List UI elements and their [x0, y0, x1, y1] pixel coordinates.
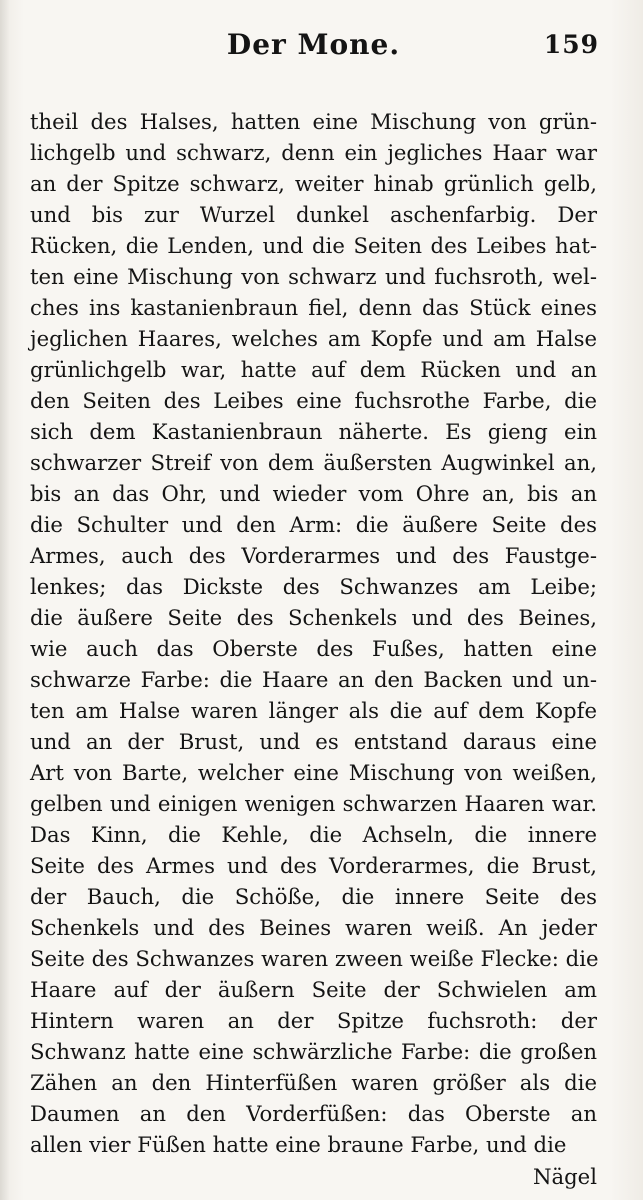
text-line: Schenkels und des Beines waren weiß. An jeder	[30, 915, 597, 940]
text-line: Seite des Armes und des Vorderarmes, die Brust,	[30, 853, 597, 878]
text-line: gelben und einigen wenigen schwarzen Haaren war.	[30, 791, 597, 816]
text-line: Seite des Schwanzes waren zween weiße Flecke: die	[30, 946, 599, 971]
body-text	[30, 106, 597, 1160]
text-line: allen vier Füßen hatte eine braune Farbe, und die	[30, 1132, 567, 1157]
text-line: jeglichen Haares, welches am Kopfe und am Halse	[30, 326, 597, 351]
text-line: lichgelb und schwarz, denn ein jegliches Haar war	[30, 140, 597, 165]
text-line: und bis zur Wurzel dunkel aschenfarbig. Der	[30, 202, 597, 227]
text-line: an der Spitze schwarz, weiter hinab grünlich gelb,	[30, 171, 597, 196]
text-line: Haare auf der äußern Seite der Schwielen am	[30, 977, 597, 1002]
running-head: Der Mone.	[226, 28, 401, 61]
text-line: den Seiten des Leibes eine fuchsrothe Farbe, die	[30, 388, 597, 413]
text-line: bis an das Ohr, und wieder vom Ohre an, bis an	[30, 481, 597, 506]
gutter-shadow	[0, 0, 10, 1200]
page-header	[30, 22, 597, 74]
text-line: die äußere Seite des Schenkels und des Beines,	[30, 605, 597, 630]
text-line: ten am Halse waren länger als die auf dem Kopfe	[30, 698, 597, 723]
text-line: Zähen an den Hinterfüßen waren größer als die	[30, 1070, 597, 1095]
catchword: Nägel	[532, 1164, 597, 1189]
text-line: wie auch das Oberste des Fußes, hatten eine	[30, 636, 597, 661]
text-line: Art von Barte, welcher eine Mischung von weißen,	[30, 760, 597, 785]
text-line: grünlichgelb war, hatte auf dem Rücken und an	[30, 357, 597, 382]
text-line: theil des Halses, hatten eine Mischung von grün-	[30, 109, 597, 134]
text-line: schwarzer Streif von dem äußersten Augwinkel an,	[30, 450, 597, 475]
text-line: Das Kinn, die Kehle, die Achseln, die innere	[30, 822, 597, 847]
text-line: Schwanz hatte eine schwärzliche Farbe: die großen	[30, 1039, 597, 1064]
page-number: 159	[543, 30, 599, 59]
text-line: und an der Brust, und es entstand daraus eine	[30, 729, 597, 754]
text-line: lenkes; das Dickste des Schwanzes am Leibe;	[30, 574, 597, 599]
text-line: Daumen an den Vorderfüßen: das Oberste an	[30, 1101, 597, 1126]
text-line: schwarze Farbe: die Haare an den Backen und un-	[30, 667, 597, 692]
text-line: Armes, auch des Vorderarmes und des Faustge-	[30, 543, 597, 568]
text-line: die Schulter und den Arm: die äußere Seite des	[30, 512, 597, 537]
text-line: ches ins kastanienbraun fiel, denn das Stück eines	[30, 295, 597, 320]
text-line: sich dem Kastanienbraun näherte. Es gieng ein	[30, 419, 597, 444]
text-line: Hintern waren an der Spitze fuchsroth: der	[30, 1008, 597, 1033]
catchword-row	[30, 1164, 597, 1198]
text-line: Rücken, die Lenden, und die Seiten des Leibes hat-	[30, 233, 597, 258]
text-line: der Bauch, die Schöße, die innere Seite des	[30, 884, 597, 909]
text-line: ten eine Mischung von schwarz und fuchsroth, wel-	[30, 264, 597, 289]
